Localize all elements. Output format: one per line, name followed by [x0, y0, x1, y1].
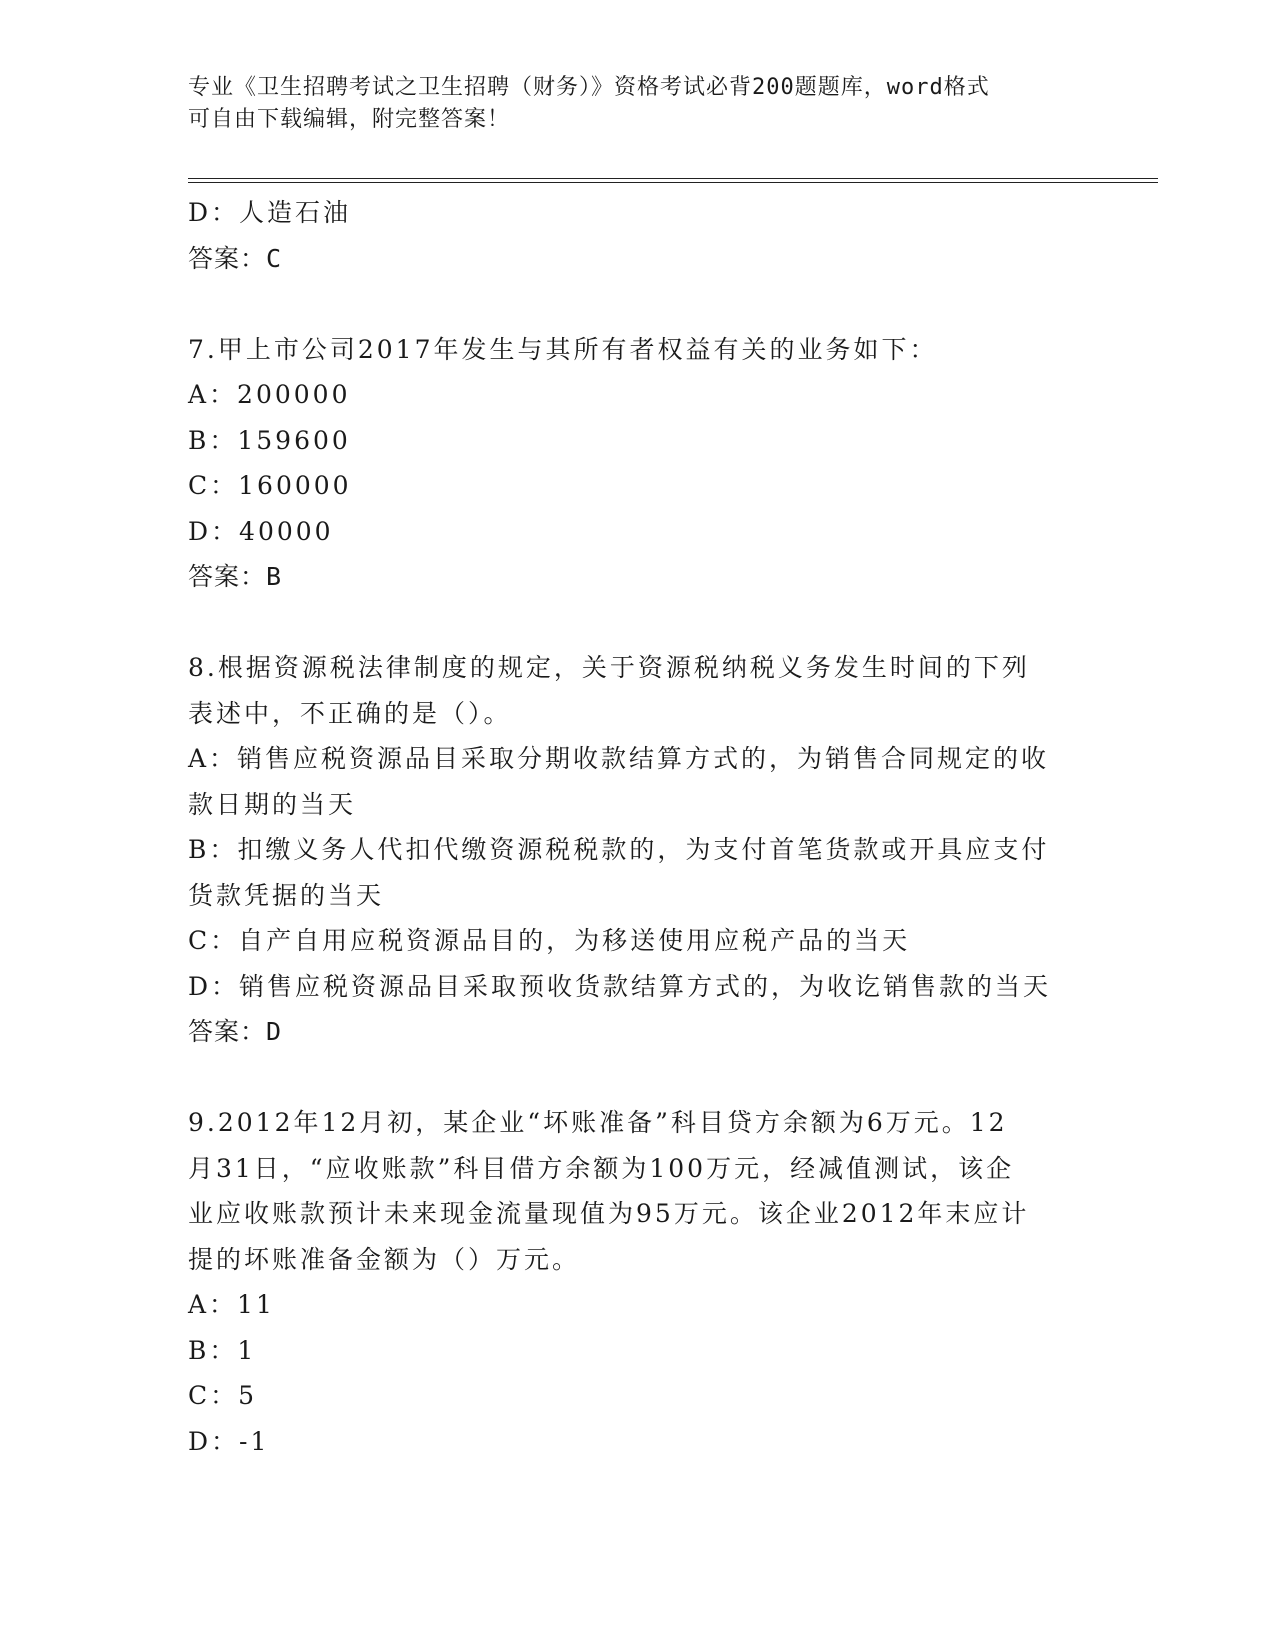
question-stem-line-1: 8.根据资源税法律制度的规定，关于资源税纳税义务发生时间的下列 — [188, 653, 1030, 682]
spacer — [188, 281, 1068, 327]
option-c: C：自产自用应税资源品目的，为移送使用应税产品的当天 — [188, 926, 911, 955]
option-b: B：159600 — [188, 425, 351, 455]
option-b-line-2: 货款凭据的当天 — [188, 880, 385, 910]
option-b: B：1 — [188, 1335, 257, 1365]
answer: 答案：C — [188, 243, 283, 273]
question-stem-line-4: 提的坏账准备金额为（）万元。 — [188, 1244, 581, 1274]
option-a: A：11 — [188, 1290, 275, 1319]
question-stem-line-2: 表述中，不正确的是（）。 — [188, 698, 512, 728]
question-stem-line-3: 业应收账款预计未来现金流量现值为95万元。该企业2012年末应计 — [188, 1199, 1030, 1228]
header-title-line-1: 专业《卫生招聘考试之卫生招聘（财务）》资格考试必背200题题库，word格式 — [188, 75, 990, 100]
option-a-line-2: 款日期的当天 — [188, 789, 357, 819]
spacer — [188, 1055, 1068, 1101]
header-title-line-2: 可自由下载编辑，附完整答案！ — [188, 107, 511, 132]
option-d: D：销售应税资源品目采取预收货款结算方式的，为收讫销售款的当天 — [188, 971, 1052, 1001]
question-7 — [188, 327, 1068, 600]
option-b-line-1: B：扣缴义务人代扣代缴资源税税款的，为支付首笔货款或开具应支付 — [188, 835, 1050, 864]
question-9 — [188, 1100, 1068, 1464]
question-stem: 7.甲上市公司2017年发生与其所有者权益有关的业务如下： — [188, 334, 938, 364]
question-stem-line-1: 9.2012年12月初，某企业“坏账准备”科目贷方余额为6万元。12 — [188, 1108, 1008, 1137]
question-8 — [188, 645, 1068, 1055]
answer: 答案：B — [188, 562, 283, 591]
header-divider-top — [188, 178, 1158, 179]
header-divider-bottom — [188, 182, 1158, 183]
question-stem-line-2: 月31日，“应收账款”科目借方余额为100万元，经减值测试，该企 — [188, 1153, 1015, 1183]
option-d: D：-1 — [188, 1426, 270, 1456]
option-a-line-1: A：销售应税资源品目采取分期收款结算方式的，为销售合同规定的收 — [188, 744, 1050, 773]
option-d: D：40000 — [188, 516, 334, 546]
option-c: C：5 — [188, 1381, 258, 1410]
option-d: D：人造石油 — [188, 198, 352, 227]
question-6 — [188, 190, 1068, 281]
spacer — [188, 600, 1068, 646]
option-a: A：200000 — [188, 380, 351, 409]
answer: 答案：D — [188, 1017, 283, 1046]
option-c: C：160000 — [188, 471, 352, 500]
document-header — [188, 72, 1088, 136]
question-list — [188, 190, 1068, 1464]
